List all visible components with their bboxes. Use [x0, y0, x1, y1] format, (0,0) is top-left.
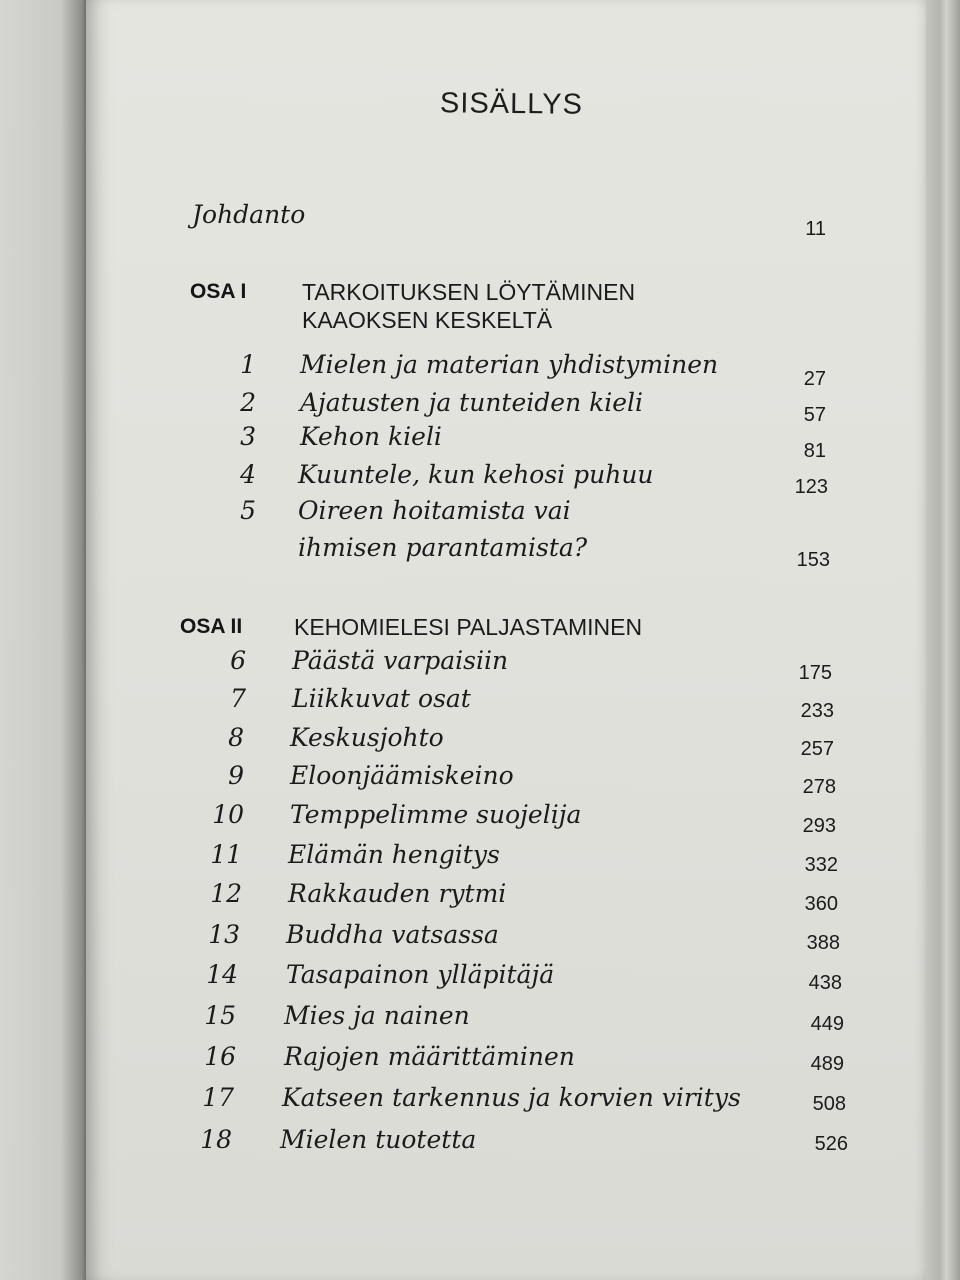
- chapter-page: 388: [806, 932, 840, 954]
- chapter-number: 3: [240, 422, 256, 451]
- chapter-title: Mies ja nainen: [284, 1001, 470, 1030]
- chapter-page: 123: [794, 476, 828, 498]
- part2-label: OSA II: [180, 615, 243, 638]
- chapter-page: 233: [800, 700, 834, 722]
- chapter-number: 2: [240, 388, 256, 417]
- chapter-number: 7: [230, 684, 246, 713]
- chapter-page: 175: [798, 662, 832, 684]
- chapter-title: Temppelimme suojelija: [290, 800, 582, 829]
- chapter-title: Elämän hengitys: [288, 840, 500, 869]
- chapter-number: 10: [212, 800, 244, 829]
- chapter-number: 5: [240, 496, 256, 525]
- chapter-title: Katseen tarkennus ja korvien viritys: [282, 1083, 741, 1112]
- chapter-title: Päästä varpaisiin: [292, 646, 509, 675]
- chapter-title: Mielen tuotetta: [280, 1125, 477, 1154]
- chapter-page: 526: [814, 1133, 848, 1155]
- chapter-title: Buddha vatsassa: [286, 920, 499, 949]
- chapter-title: Kehon kieli: [300, 422, 442, 451]
- chapter-page: 153: [796, 549, 830, 571]
- chapter-page: 257: [800, 738, 834, 760]
- chapter-number: 18: [200, 1125, 232, 1154]
- chapter-number: 14: [206, 960, 238, 989]
- chapter-number: 9: [228, 761, 244, 790]
- page-title: SISÄLLYS: [439, 87, 584, 121]
- part1-label: OSA I: [190, 280, 247, 303]
- chapter-title: Mielen ja materian yhdistyminen: [300, 350, 719, 379]
- intro-label: Johdanto: [192, 200, 306, 229]
- chapter-number: 8: [228, 723, 244, 752]
- book-spine-shadow: [0, 0, 86, 1280]
- part1-title-line1: TARKOITUKSEN LÖYTÄMINEN: [302, 279, 636, 305]
- chapter-page: 81: [803, 440, 826, 462]
- part1-title-line2: KAAOKSEN KESKELTÄ: [302, 307, 553, 333]
- chapter-page: 360: [804, 893, 838, 915]
- chapter-title: Rajojen määrittäminen: [284, 1042, 575, 1071]
- chapter-title-continued: ihmisen parantamista?: [298, 533, 588, 562]
- page-edge: [926, 0, 960, 1280]
- chapter-title: Oireen hoitamista vai: [298, 496, 571, 525]
- chapter-page: 293: [802, 815, 836, 837]
- chapter-title: Tasapainon ylläpitäjä: [286, 960, 555, 989]
- chapter-title: Keskusjohto: [290, 723, 444, 752]
- chapter-page: 508: [812, 1093, 846, 1115]
- chapter-title: Rakkauden rytmi: [288, 879, 507, 908]
- chapter-page: 27: [803, 368, 826, 390]
- part2-title-line1: KEHOMIELESI PALJASTAMINEN: [294, 614, 643, 640]
- chapter-number: 11: [210, 840, 242, 869]
- chapter-title: Ajatusten ja tunteiden kieli: [300, 388, 644, 417]
- chapter-page: 489: [810, 1053, 844, 1075]
- intro-page: 11: [805, 218, 826, 240]
- chapter-number: 1: [240, 350, 256, 379]
- chapter-page: 57: [803, 404, 826, 426]
- chapter-number: 16: [204, 1042, 236, 1071]
- chapter-number: 6: [230, 646, 246, 675]
- chapter-number: 4: [240, 460, 256, 489]
- chapter-number: 17: [202, 1083, 234, 1112]
- chapter-page: 278: [802, 776, 836, 798]
- chapter-number: 12: [210, 879, 242, 908]
- chapter-title: Liikkuvat osat: [292, 684, 471, 713]
- chapter-number: 13: [208, 920, 240, 949]
- chapter-page: 438: [808, 972, 842, 994]
- chapter-page: 449: [810, 1013, 844, 1035]
- chapter-page: 332: [804, 854, 838, 876]
- chapter-title: Kuuntele, kun kehosi puhuu: [298, 460, 654, 489]
- chapter-number: 15: [204, 1001, 236, 1030]
- chapter-title: Eloonjäämiskeino: [290, 761, 514, 790]
